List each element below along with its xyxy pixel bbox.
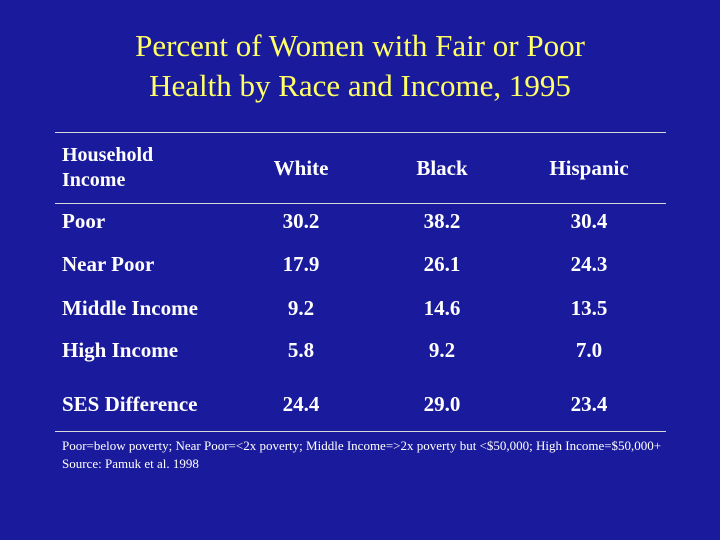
row-label: Poor <box>62 209 106 233</box>
cell-white: 24.4 <box>282 392 320 416</box>
header-income <box>62 143 153 193</box>
cell-white: 17.9 <box>282 252 320 276</box>
cell-hispanic: 13.5 <box>570 296 608 320</box>
cell-hispanic: 30.4 <box>570 209 608 233</box>
row-label: High Income <box>62 338 179 362</box>
table-bottom-rule <box>55 431 666 432</box>
cell-hispanic: 24.3 <box>570 252 608 276</box>
cell-black: 29.0 <box>423 392 461 416</box>
row-label: Near Poor <box>62 252 155 276</box>
table-top-rule <box>55 132 666 133</box>
footnote-source: Source: Pamuk et al. 1998 <box>62 456 199 471</box>
cell-hispanic: 7.0 <box>575 338 603 362</box>
cell-white: 9.2 <box>287 296 315 320</box>
title-line-1: Percent of Women with Fair or Poor <box>135 28 585 63</box>
cell-white: 5.8 <box>287 338 315 362</box>
header-hispanic: Hispanic <box>549 156 629 180</box>
cell-black: 9.2 <box>428 338 456 362</box>
cell-white: 30.2 <box>282 209 320 233</box>
header-white: White <box>273 156 329 180</box>
footnote <box>62 437 662 473</box>
table-header-rule <box>55 203 666 204</box>
row-label: SES Difference <box>62 392 198 416</box>
header-income-line-1: Household <box>62 144 154 166</box>
title-line-2: Health by Race and Income, 1995 <box>149 68 571 103</box>
header-income-line-2: Income <box>62 169 126 191</box>
row-label: Middle Income <box>62 296 198 320</box>
cell-black: 14.6 <box>423 296 461 320</box>
cell-hispanic: 23.4 <box>570 392 608 416</box>
cell-black: 38.2 <box>423 209 461 233</box>
cell-black: 26.1 <box>423 252 461 276</box>
header-black: Black <box>416 156 468 180</box>
footnote-definitions: Poor=below poverty; Near Poor=<2x poverty; Middle Income=>2x poverty but <$50,000; High Income=$50,000+ <box>62 438 662 453</box>
